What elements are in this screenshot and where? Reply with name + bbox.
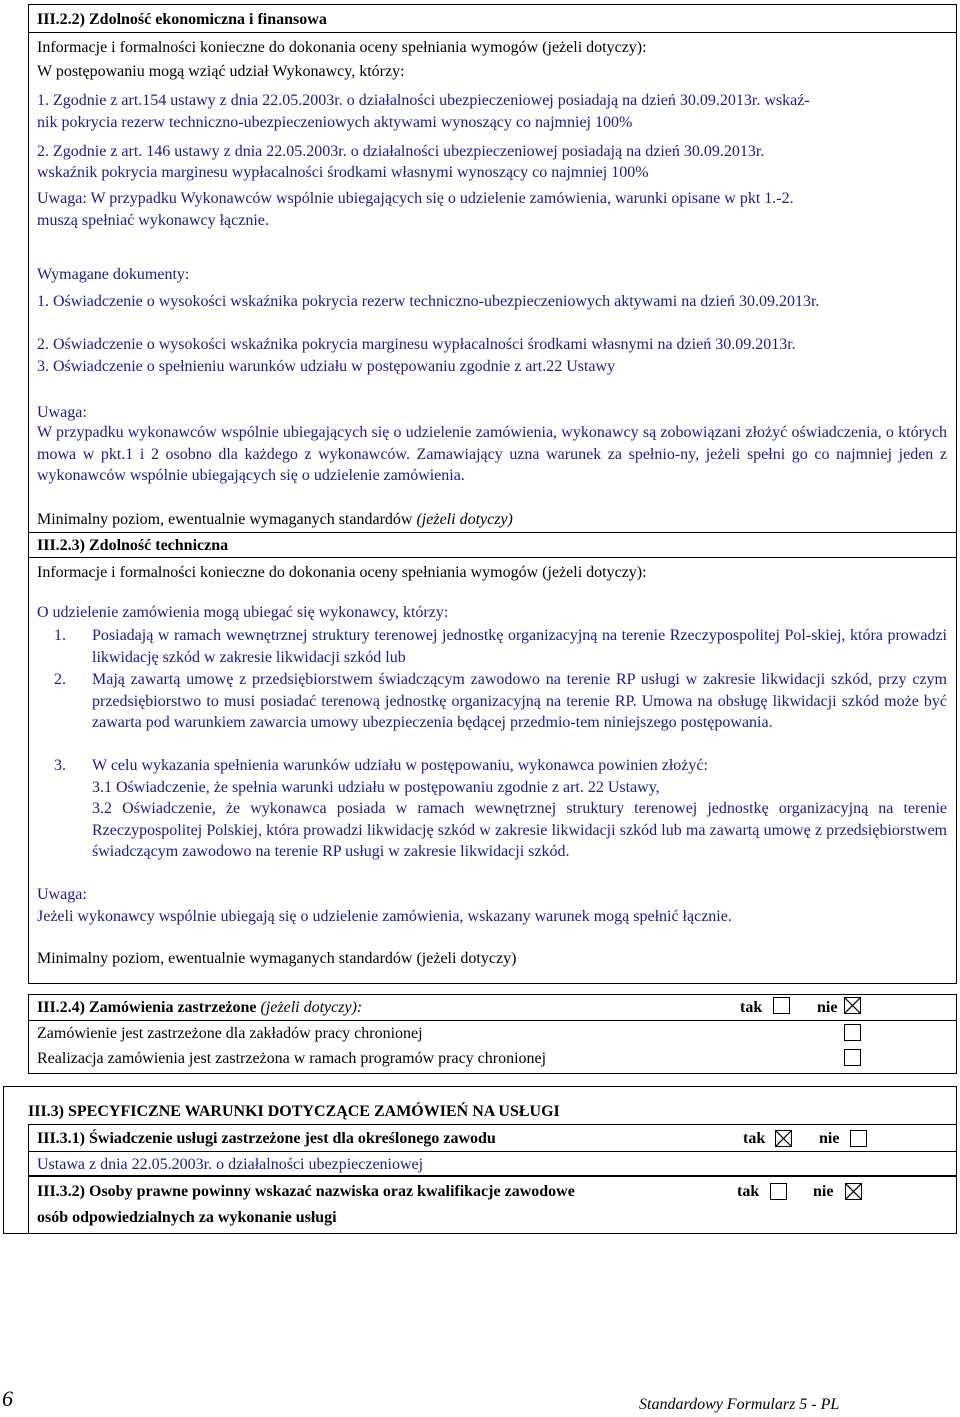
condition-item-2-text: Mają zawartą umowę z przedsiębiorstwem świadczącym zawodowo na terenie RP usługi w zakresie likwidacji szkód, przy czym przedsiębiorstwo to musi posiadać terenową jednostkę organizacyjną na terenie RP. Umowa na obsługę likwidacji szkód może być zawarta pod warunkiem zawarcia umowy ubezpieczenia będącej przedmio-tem niniejszego postępowania.	[92, 671, 947, 731]
section-2-2-uwaga-label: Uwaga:	[37, 404, 87, 421]
section-2-3-title: III.2.3) Zdolność techniczna	[37, 537, 229, 554]
section-2-2-min-level	[37, 509, 513, 531]
reserved-sheltered-workshops-text: Zamówienie jest zastrzeżone dla zakładów pracy chronionej	[37, 1025, 423, 1042]
reserved-sheltered-programmes-text: Realizacja zamówienia jest zastrzeżona w ramach programów pracy chronionej	[37, 1050, 547, 1067]
condition-item-3-number: 3.	[54, 757, 66, 774]
condition-item-2-number: 2.	[54, 671, 66, 688]
page-number: 6	[2, 1386, 13, 1411]
required-document-2: 2. Oświadczenie o wysokości wskaźnika pokrycia marginesu wypłacalności środkami własnymi na dzień 30.09.2013r.	[37, 336, 796, 353]
condition-item-1-number: 1.	[54, 627, 66, 644]
condition-item-1-text: Posiadają w ramach wewnętrznej struktury terenowej jednostkę organizacyjną na terenie Rzeczypospolitej Pol-skiej, która prowadzi likwidację szkód w zakresie likwidacji szkód lub	[92, 627, 947, 666]
checkmark-x-icon	[845, 998, 860, 1013]
required-documents-title: Wymagane dokumenty:	[37, 266, 190, 283]
section-2-2-intro: W postępowaniu mogą wziąć udział Wykonawcy, którzy:	[37, 63, 405, 80]
required-document-1: 1. Oświadczenie o wysokości wskaźnika pokrycia rezerw techniczno-ubezpieczeniowych aktywami na dzień 30.09.2013r.	[37, 293, 820, 310]
section-3-2-title-line-1: III.3.2) Osoby prawne powinny wskazać nazwiska oraz kwalifikacje zawodowe	[37, 1183, 575, 1200]
section-3-2-nie-checkbox[interactable]	[845, 1183, 862, 1200]
section-2-2-uwaga-text: W przypadku wykonawców wspólnie ubiegających się o udzielenie zamówienia, wykonawcy są zobowiązani złożyć oświadczenia, o których mowa w pkt.1 i 2 osobno dla każdego z wykonawców. Zamawiający uzna warunek za spełnio-ny, jeżeli spełni go co najmniej jeden z wykonawców wspólnie ubiegających się o udzielenie zamówienia.	[37, 424, 947, 484]
section-2-2-title-divider	[28, 32, 957, 33]
section-2-3-intro: O udzielenie zamówienia mogą ubiegać się wykonawcy, którzy:	[37, 604, 449, 621]
section-2-4-tak-label: tak	[740, 999, 763, 1016]
condition-1-line-1: 1. Zgodnie z art.154 ustawy z dnia 22.05.2003r. o działalności ubezpieczeniowej posiadają na dzień 30.09.2013r. wskaź-	[37, 92, 810, 109]
section-3-1-divider	[28, 1151, 957, 1152]
reserved-sheltered-workshops-checkbox[interactable]	[844, 1024, 861, 1041]
section-2-3-uwaga-text: Jeżeli wykonawcy wspólnie ubiegają się o udzielenie zamówienia, wskazany warunek mogą spełnić łącznie.	[37, 908, 732, 925]
section-3-2-tak-label: tak	[737, 1183, 760, 1200]
condition-item-3-text: W celu wykazania spełnienia warunków udziału w postępowaniu, wykonawca powinien złożyć:	[92, 757, 708, 774]
checkmark-x-icon	[846, 1184, 861, 1199]
condition-2-line-1: 2. Zgodnie z art. 146 ustawy z dnia 22.05.2003r. o działalności ubezpieczeniowej posiadają na dzień 30.09.2013r.	[37, 143, 765, 160]
checkmark-x-icon	[776, 1131, 791, 1146]
form-name: Standardowy Formularz 5 - PL	[639, 1396, 840, 1413]
section-2-3-min-level: Minimalny poziom, ewentualnie wymaganych standardów (jeżeli dotyczy)	[37, 950, 517, 967]
section-2-3-info: Informacje i formalności konieczne do dokonania oceny spełniania wymogów (jeżeli dotyczy):	[37, 564, 647, 581]
section-2-3-uwaga-label: Uwaga:	[37, 886, 87, 903]
reserved-sheltered-programmes-checkbox[interactable]	[844, 1049, 861, 1066]
section-3-1-nie-label: nie	[819, 1130, 840, 1147]
section-3-1-tak-label: tak	[743, 1130, 766, 1147]
condition-1-line-2: nik pokrycia rezerw techniczno-ubezpieczeniowych aktywami wynoszący co najmniej 100%	[37, 114, 633, 131]
section-2-4-title-italic: (jeżeli dotyczy):	[260, 999, 363, 1016]
section-2-4-title	[37, 997, 362, 1019]
sub-item-3-2: 3.2 Oświadczenie, że wykonawca posiada w ramach wewnętrznej struktury terenowej jednostkę organizacyjną na terenie Rzeczypospolitej Polskiej, która prowadzi likwidację szkód w zakresie likwidacji szkód lub ma zawartą umowę z przedsiębiorstwem świadczącym zawodowo na terenie RP usługi w zakresie likwidacji szkód.	[92, 800, 947, 860]
section-2-3-title-divider	[28, 557, 957, 558]
section-2-2-min-level-text: Minimalny poziom, ewentualnie wymaganych standardów	[37, 511, 413, 528]
section-2-2-info: Informacje i formalności konieczne do dokonania oceny spełniania wymogów (jeżeli dotyczy):	[37, 39, 647, 56]
joint-bidders-note-line-2: muszą spełniać wykonawcy łącznie.	[37, 212, 269, 229]
section-3-1-law: Ustawa z dnia 22.05.2003r. o działalności ubezpieczeniowej	[37, 1156, 424, 1173]
sub-item-3-1: 3.1 Oświadczenie, że spełnia warunki udziału w postępowaniu zgodnie z art. 22 Ustawy,	[92, 779, 660, 796]
section-2-3-top-divider	[28, 532, 957, 533]
condition-2-line-2: wskaźnik pokrycia marginesu wypłacalności środkami własnymi wynoszący co najmniej 100%	[37, 164, 649, 181]
section-2-4-nie-label: nie	[817, 999, 838, 1016]
condition-item-2	[54, 669, 947, 755]
section-3-1-title: III.3.1) Świadczenie usługi zastrzeżone jest dla określonego zawodu	[37, 1130, 496, 1147]
section-2-2-min-level-italic: (jeżeli dotyczy)	[416, 511, 513, 528]
joint-bidders-note-line-1: Uwaga: W przypadku Wykonawców wspólnie ubiegających się o udzielenie zamówienia, warunki opisane w pkt 1.-2.	[37, 190, 794, 207]
section-3-title: III.3) SPECYFICZNE WARUNKI DOTYCZĄCE ZAMÓWIEŃ NA USŁUGI	[28, 1103, 560, 1120]
required-document-3: 3. Oświadczenie o spełnieniu warunków udziału w postępowaniu zgodnie z art.22 Ustawy	[37, 358, 616, 375]
section-2-4-title-text: III.2.4) Zamówienia zastrzeżone	[37, 999, 257, 1016]
condition-item-3	[54, 755, 947, 777]
section-3-1-nie-checkbox[interactable]	[850, 1130, 867, 1147]
section-3-2-nie-label: nie	[813, 1183, 834, 1200]
condition-item-1	[54, 625, 947, 669]
section-2-2-title: III.2.2) Zdolność ekonomiczna i finansowa	[37, 11, 327, 28]
section-2-4-nie-checkbox[interactable]	[844, 997, 861, 1014]
section-2-4-tak-checkbox[interactable]	[773, 997, 790, 1014]
section-3-2-title-line-2: osób odpowiedzialnych za wykonanie usługi	[37, 1209, 337, 1226]
section-3-1-tak-checkbox[interactable]	[775, 1130, 792, 1147]
section-2-4-title-divider	[28, 1020, 957, 1021]
section-3-2-tak-checkbox[interactable]	[770, 1183, 787, 1200]
